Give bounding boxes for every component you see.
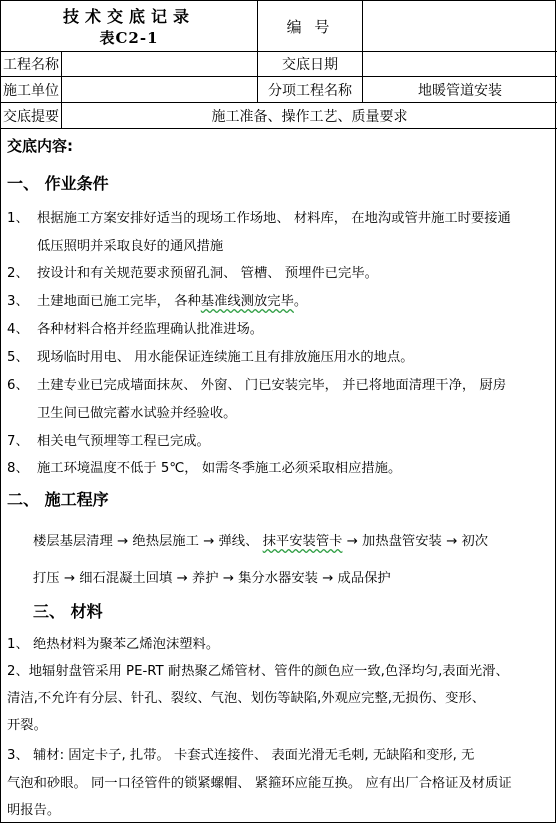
- construction-unit-label: 施工单位: [3, 82, 59, 99]
- list-item: [7, 262, 378, 281]
- item-text: 相关电气预埋等工程已完成。: [37, 434, 210, 449]
- section3-title: 三、 材料: [33, 602, 103, 621]
- item-text: 卫生间已做完蓄水试验并经验收。: [37, 406, 237, 421]
- arrow-icon: →: [176, 571, 188, 586]
- list-item: [7, 318, 263, 337]
- flow-step: 养护: [191, 571, 219, 586]
- process-flow-line1: [33, 530, 488, 549]
- item-text: 。: [293, 294, 308, 309]
- flow-step: 楼层基层清理: [33, 534, 113, 549]
- arrow-icon: →: [346, 534, 358, 549]
- item-text: 根据施工方案安排好适当的现场工作场地、 材料库， 在地沟或管井施工时要接通: [37, 211, 511, 226]
- form-code: 表C2-1: [99, 28, 159, 47]
- flow-step: 绝热层施工: [132, 534, 199, 549]
- item-number: 1、: [7, 211, 29, 226]
- summary-field[interactable]: 施工准备、操作工艺、质量要求: [211, 108, 408, 125]
- paragraph-line: 3、 辅材: 固定卡子, 扎带。 卡套式连接件、 表面光滑无毛刺, 无缺陷和变形, 无: [7, 748, 475, 763]
- flow-step: 集分水器安装: [238, 571, 318, 586]
- paragraph-line: 1、 绝热材料为聚苯乙烯泡沫塑料。: [7, 637, 220, 652]
- paragraph-line: 明报告。: [7, 803, 61, 818]
- item-text: 土建专业已完成墙面抹灰、 外窗、 门已安装完毕， 并已将地面清理干净， 厨房: [37, 378, 506, 393]
- item-number: 8、: [7, 461, 29, 476]
- flow-step: 初次: [461, 534, 489, 549]
- item-text: 按设计和有关规范要求预留孔洞、 管槽、 预埋件已完毕。: [37, 266, 378, 281]
- item-text: 低压照明并采取良好的通风措施: [37, 239, 224, 254]
- date-label: 交底日期: [282, 57, 338, 73]
- paragraph-line: 2、地辐射盘管采用 PE-RT 耐热聚乙烯管材、管件的颜色应一致,色泽均匀,表面光滑、: [7, 664, 509, 679]
- paragraph-line: 清洁,不允许有分层、针孔、裂纹、气泡、划伤等缺陷,外观应完整,无损伤、变形、: [7, 691, 486, 706]
- number-label: 编 号: [286, 17, 334, 36]
- item-text: 施工环境温度不低于 5℃， 如需冬季施工必须采取相应措施。: [37, 461, 402, 476]
- summary-label: 交底提要: [3, 108, 59, 125]
- list-item: [7, 207, 511, 226]
- content-intro: 交底内容:: [7, 137, 73, 155]
- list-item: [7, 430, 210, 449]
- subproject-field[interactable]: 地暖管道安装: [418, 82, 502, 99]
- flow-step: 成品保护: [337, 571, 391, 586]
- flow-step: 抹平安装管卡: [262, 534, 343, 549]
- list-item: [7, 402, 236, 421]
- arrow-icon: →: [63, 571, 75, 586]
- item-number: 3、: [7, 294, 29, 309]
- item-number: 6、: [7, 378, 29, 393]
- construction-unit-field[interactable]: [62, 77, 257, 102]
- marked-text: 基准线测放完毕: [200, 294, 294, 309]
- list-item: [7, 346, 414, 365]
- flow-step: 细石混凝土回填: [79, 571, 173, 586]
- item-number: 2、: [7, 266, 29, 281]
- section1-title: 一、 作业条件: [7, 174, 109, 193]
- arrow-icon: →: [322, 571, 334, 586]
- date-field[interactable]: [363, 52, 557, 76]
- paragraph-line: 气泡和砂眼。 同一口径管件的锁紧螺帽、 紧箍环应能互换。 应有出厂合格证及材质证: [7, 776, 512, 791]
- header-table: [1, 1, 557, 129]
- list-item: [7, 457, 401, 476]
- item-number: 4、: [7, 322, 29, 337]
- list-item: [7, 235, 223, 254]
- flow-step: 打压: [33, 571, 60, 586]
- flow-step: 弹线、: [218, 534, 259, 549]
- arrow-icon: →: [203, 534, 215, 549]
- item-number: 7、: [7, 434, 29, 449]
- number-field[interactable]: [363, 1, 557, 51]
- item-text: 现场临时用电、 用水能保证连续施工且有排放施压用水的地点。: [37, 350, 414, 365]
- paragraph-line: 开裂。: [7, 718, 47, 733]
- arrow-icon: →: [222, 571, 234, 586]
- arrow-icon: →: [446, 534, 458, 549]
- project-name-field[interactable]: [62, 52, 257, 76]
- briefing-content: [1, 129, 557, 824]
- item-number: 5、: [7, 350, 29, 365]
- subproject-label: 分项工程名称: [268, 82, 352, 99]
- list-item: [7, 290, 307, 309]
- form-title: 技术交底记录: [62, 6, 195, 26]
- item-text: 各种材料合格并经监理确认批准进场。: [37, 322, 264, 337]
- process-flow-line2: [33, 567, 391, 586]
- section2-title: 二、 施工程序: [7, 490, 109, 509]
- item-text: 土建地面已施工完毕， 各种: [37, 294, 201, 309]
- project-name-label: 工程名称: [3, 57, 59, 73]
- flow-step: 加热盘管安装: [362, 534, 442, 549]
- arrow-icon: →: [117, 534, 129, 549]
- list-item: [7, 374, 506, 393]
